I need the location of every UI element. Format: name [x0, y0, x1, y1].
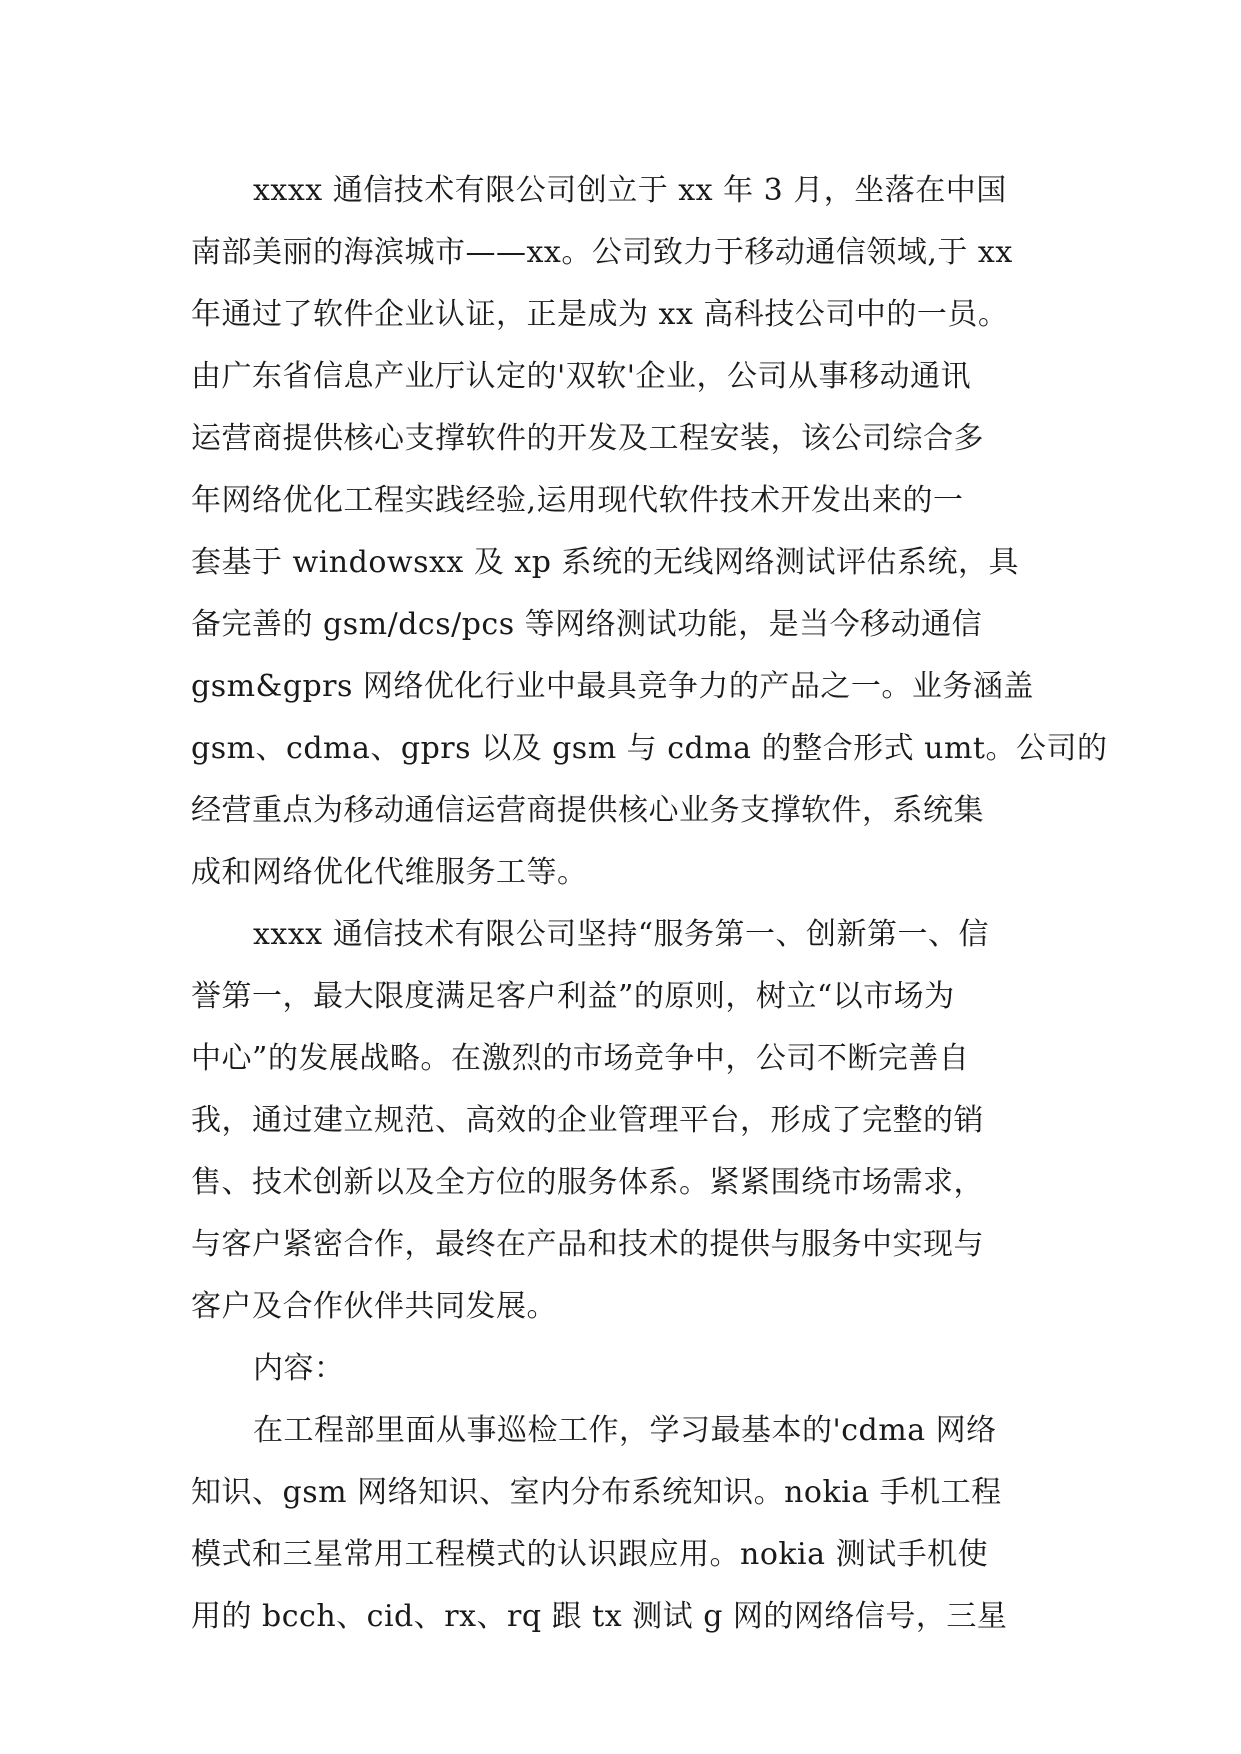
paragraph-1-line-7: 套基于 windowsxx 及 xp 系统的无线网络测试评估系统，具	[191, 545, 1020, 580]
paragraph-1-line-2: 南部美丽的海滨城市——xx。公司致力于移动通信领域,于 xx	[191, 235, 1013, 270]
paragraph-1-line-9: gsm&gprs 网络优化行业中最具竞争力的产品之一。业务涵盖	[191, 669, 1034, 704]
paragraph-2-line-2: 誉第一，最大限度满足客户利益”的原则，树立“以市场为	[191, 979, 955, 1014]
paragraph-2-line-7: 客户及合作伙伴共同发展。	[191, 1289, 557, 1324]
paragraph-1-line-3: 年通过了软件企业认证，正是成为 xx 高科技公司中的一员。	[191, 297, 1009, 332]
paragraph-2-line-1: xxxx 通信技术有限公司坚持“服务第一、创新第一、信	[253, 917, 990, 952]
paragraph-4-line-4: 用的 bcch、cid、rx、rq 跟 tx 测试 g 网的网络信号，三星	[191, 1599, 1008, 1634]
paragraph-2-line-6: 与客户紧密合作，最终在产品和技术的提供与服务中实现与	[191, 1227, 984, 1262]
paragraph-1-line-5: 运营商提供核心支撑软件的开发及工程安装，该公司综合多	[191, 421, 984, 456]
section-label-content: 内容：	[253, 1351, 345, 1386]
document-body	[191, 160, 1108, 1648]
paragraph-2-line-4: 我，通过建立规范、高效的企业管理平台，形成了完整的销	[191, 1103, 984, 1138]
paragraph-1-line-10: gsm、cdma、gprs 以及 gsm 与 cdma 的整合形式 umt。公司的	[191, 731, 1108, 766]
paragraph-1-line-8: 备完善的 gsm/dcs/pcs 等网络测试功能，是当今移动通信	[191, 607, 983, 642]
paragraph-4-line-1: 在工程部里面从事巡检工作，学习最基本的'cdma 网络	[253, 1413, 997, 1448]
paragraph-4-line-2: 知识、gsm 网络知识、室内分布系统知识。nokia 手机工程	[191, 1475, 1002, 1510]
paragraph-1-line-11: 经营重点为移动通信运营商提供核心业务支撑软件，系统集	[191, 793, 984, 828]
paragraph-1-line-4: 由广东省信息产业厅认定的'双软'企业，公司从事移动通讯	[191, 359, 971, 394]
paragraph-2-line-3: 中心”的发展战略。在激烈的市场竞争中，公司不断完善自	[191, 1041, 970, 1076]
paragraph-1-line-1: xxxx 通信技术有限公司创立于 xx 年 3 月，坐落在中国	[253, 173, 1007, 208]
paragraph-1-line-12: 成和网络优化代维服务工等。	[191, 855, 588, 890]
paragraph-4-line-3: 模式和三星常用工程模式的认识跟应用。nokia 测试手机使	[191, 1537, 989, 1572]
paragraph-2-line-5: 售、技术创新以及全方位的服务体系。紧紧围绕市场需求，	[191, 1165, 984, 1200]
paragraph-1-line-6: 年网络优化工程实践经验,运用现代软件技术开发出来的一	[191, 483, 964, 518]
